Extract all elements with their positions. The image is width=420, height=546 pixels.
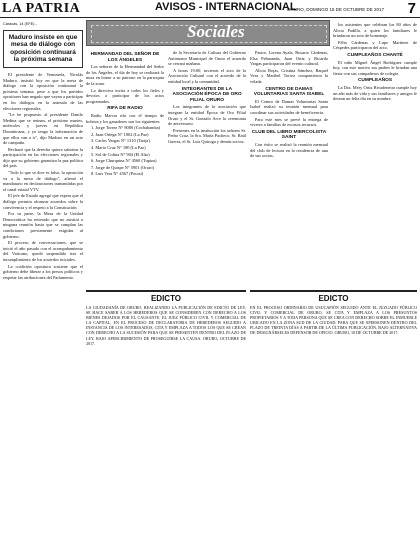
lead-paragraph: "Todo lo que se dice es falso, la oposición va a la mesa de diálogo", afirmó el mandatario en declaraciones transmitidas por el canal estatal VTV. [3, 170, 83, 192]
news-credit: Caracas, 14 (EFE).- [3, 22, 37, 26]
lead-paragraph: Por su parte, la Mesa de la Unidad Democrática ha reiterado que no asistirá a ninguna reunión hasta que se cumplan las condiciones previamente exigidas al gobierno. [3, 211, 83, 239]
lead-headline-box [3, 30, 83, 68]
sociales-column-4 [333, 22, 417, 286]
lead-paragraph: El presidente de Venezuela, Nicolás Maduro, insistió hoy en que la mesa de diálogo con la oposición continuará la próxima semana, pese a que los partidos opositores han negado que vayan a participar en los diálogos en la antesala de las elecciones regionales. [3, 71, 83, 111]
lead-paragraph: La coalición opositora sostiene que el gobierno debe liberar a los presos políticos y respetar las atribuciones del Parlamento. [3, 263, 83, 280]
lead-paragraph: "Le he propuesto al presidente Danilo Medina que se reúnan, el próximo martes, miércoles y jueves en República Dominicana, y yo tengo la información de que ellos van a ir", dijo Maduro en un acto de campaña. [3, 112, 83, 146]
edicto-left [86, 290, 246, 542]
sociales-banner [86, 20, 330, 46]
lead-paragraph: El jefe de Estado agregó que espera que el diálogo permita alcanzar acuerdos sobre la convivencia y el respeto a la Constitución. [3, 193, 83, 210]
page-number: 7 [407, 0, 416, 17]
dateline: ORURO, DOMINGO 15 DE OCTUBRE DE 2017 [286, 7, 384, 12]
article-paragraph: El niño Miguel Ángel Rodríguez cumple hoy, con este motivo sus padres le brindan una fiesta con sus compañeros de colegio. [333, 59, 417, 76]
lead-headline: Maduro insiste en que mesa de diálogo con oposición continuará la próxima semana [8, 33, 78, 64]
article-paragraph: Pastor, Lorena Ayala, Rosario Cárdenas, Elsa Peñaranda, Juan Ortiz y Ricardo Vargas participaron del evento cultural. [250, 50, 328, 67]
edicto-title: EDICTO [150, 294, 182, 303]
article-heading: CUMPLEAÑOS [357, 78, 393, 84]
edicto-body: LA CIUDADANÍA DE ORURO, REALIZANDO LA PUBLICACIÓN DE EDICTO DE LEY, SE HACE SABER A LOS HEREDEROS QUE SE CONSIDEREN CON DERECHO A LOS BIENES DEJADOS POR EL CAUSANTE. EL JUEZ PÚBLICO CIVIL Y COMERCIAL DE LA CAPITAL, EN EL PROCESO DE DECLARATORIA DE HEREDEROS SEGUIDO A INSTANCIA DE LOS INTERESADOS, CITA Y EMPLAZA A TODOS LOS QUE SE CREAN CON DERECHO A LA SUCESIÓN PARA QUE SE PRESENTEN DENTRO DEL PLAZO DE LEY, BAJO APERCIBIMIENTO DE PROSEGUIRSE LA CAUSA. ORURO, OCTUBRE DE 2017. [86, 305, 246, 346]
list-item: 4. Mario Cruz N° 180 (La Paz) [91, 144, 146, 150]
sociales-column-2 [168, 50, 246, 286]
list-item: 7. Jorge de Quispe N° 5901 (Oruro) [91, 164, 155, 170]
list-item: 5. Sol de Colina N° 904 (El Alto) [91, 151, 150, 157]
article-paragraph: Alicia Rojas, Cristina Sánchez, Raquel Vera y Maribel Torrez compartieron la velada. [250, 67, 328, 84]
article-paragraph: Félix Cárdenas y Lupe Martínez de Céspedes participaron del acto. [333, 39, 417, 51]
sociales-column-3 [250, 50, 328, 286]
newspaper-masthead: LA PATRIA [2, 1, 81, 16]
list-item: 6. Jorge Churquina N° 4560 (Tupiza) [91, 158, 157, 164]
article-paragraph: Presentes en la institución los señores Sr. Pedro Cruz, la Sra. María Pacheco, Sr. Raúl Guerra, el Sr. Luis Quiroga y demás socios. [168, 127, 246, 144]
lead-paragraph: Rechazó que la derecha quiera sabotear la participación en las elecciones regionales y dijo que su gobierno garantiza la paz política del país. [3, 146, 83, 169]
article-heading: CENTRO DE DAMAS VOLUNTARIAS SANTA ISABEL [253, 86, 325, 98]
article-paragraph: Los señores de la Hermandad del Señor de los Ángeles, el día de hoy se realizará la misa en honor a su patrono en la parroquia de la zona. [86, 64, 164, 86]
article-paragraph: los asistentes que celebran los 80 años de Alicia Padilla, a quien los familiares le brindaron un acto de homenaje. [333, 22, 417, 39]
lead-paragraph: El proceso de conversaciones, que se inició el año pasado con el acompañamiento del Vaticano, quedó suspendido tras el incumplimiento de los acuerdos iniciales. [3, 240, 83, 262]
article-heading: INTEGRANTES DE LA ASOCIACIÓN ÉPOCA DE ORO FILIAL ORURO [172, 86, 242, 103]
article-heading: HERMANDAD DEL SEÑOR DE LOS ÁNGELES [90, 52, 160, 63]
list-item: 3. Carlos Vargas N° 1310 (Tarija) [91, 138, 150, 144]
edicto-title: EDICTO [318, 294, 349, 303]
article-paragraph: Para este mes se prevé la entrega de víveres a familias de escasos recursos. [250, 116, 328, 128]
article-paragraph: El Centro de Damas Voluntarias Santa Isabel realizó su reunión mensual para coordinar sus actividades de beneficencia. [250, 98, 328, 115]
sociales-column-1 [86, 50, 164, 286]
article-heading: RIFA DE RADIO [107, 106, 143, 112]
sociales-title: Sociales [187, 22, 245, 41]
section-title: AVISOS - INTERNACIONAL [155, 1, 297, 13]
article-paragraph: La directiva invita a todos los fieles y devotos a participar de los actos programados. [86, 87, 164, 104]
list-item: 2. Juan Ortega N° 1802 (La Paz) [91, 131, 149, 137]
lead-article [3, 22, 83, 542]
article-paragraph: A horas 19:00, tuvieron el acto de la Asociación Cultural con el acuerdo de la entidad local y la comunidad. [168, 67, 246, 84]
page-header [0, 0, 420, 18]
article-heading: CUMPLEAÑOS CHANTÉ [347, 52, 403, 58]
edicto-body: EN EL PROCESO ORDINARIO DE USUCAPIÓN SEGUIDO ANTE EL JUZGADO PÚBLICO CIVIL Y COMERCIAL DE ORURO, SE CITA Y EMPLAZA A LOS PRESUNTOS PROPIETARIOS Y A TODA PERSONA QUE SE CREA CON DERECHO SOBRE EL INMUEBLE UBICADO EN LA ZONA SUD DE LA CIUDAD, PARA QUE SE APERSONEN DENTRO DEL PLAZO DE TREINTA DÍAS A PARTIR DE LA ÚLTIMA PUBLICACIÓN, BAJO ALTERNATIVA DE DESIGNÁRSELES DEFENSOR DE OFICIO. ORURO, 10 DE OCTUBRE DE 2017. [250, 305, 417, 336]
article-paragraph: Los integrantes de la asociación que integran la entidad Época de Oro Filial Oruro y el Sr. Gonzalo Arce la ceremonia de aniversario. [168, 104, 246, 127]
article-heading: CLUB DEL LIBRO MIERCOLISTA SAINT [251, 129, 327, 141]
article-paragraph: Con éxito se realizó la reunión mensual del club de lectura en la residencia de una de sus socias. [250, 141, 328, 159]
article-paragraph: de la Secretaría de Cultura del Gobierno Autónomo Municipal de Oruro el acuerdo se cerrará mañana. [168, 50, 246, 67]
article-paragraph: La Dra. Mery Ortiz Rivadeneira cumple hoy un año más de vida y sus familiares y amigos le desean un feliz día en su nombre. [333, 84, 417, 102]
edicto-right [250, 290, 417, 542]
list-item: 8. Luis Vera N° 4567 (Potosí) [91, 171, 144, 177]
list-item: Radio Marcia rifa con el tiempo de boletos y los ganadores son los siguientes: [86, 112, 164, 124]
list-item: 1. Jorge Torrez N° 8080 (Cochabamba) [91, 125, 161, 131]
